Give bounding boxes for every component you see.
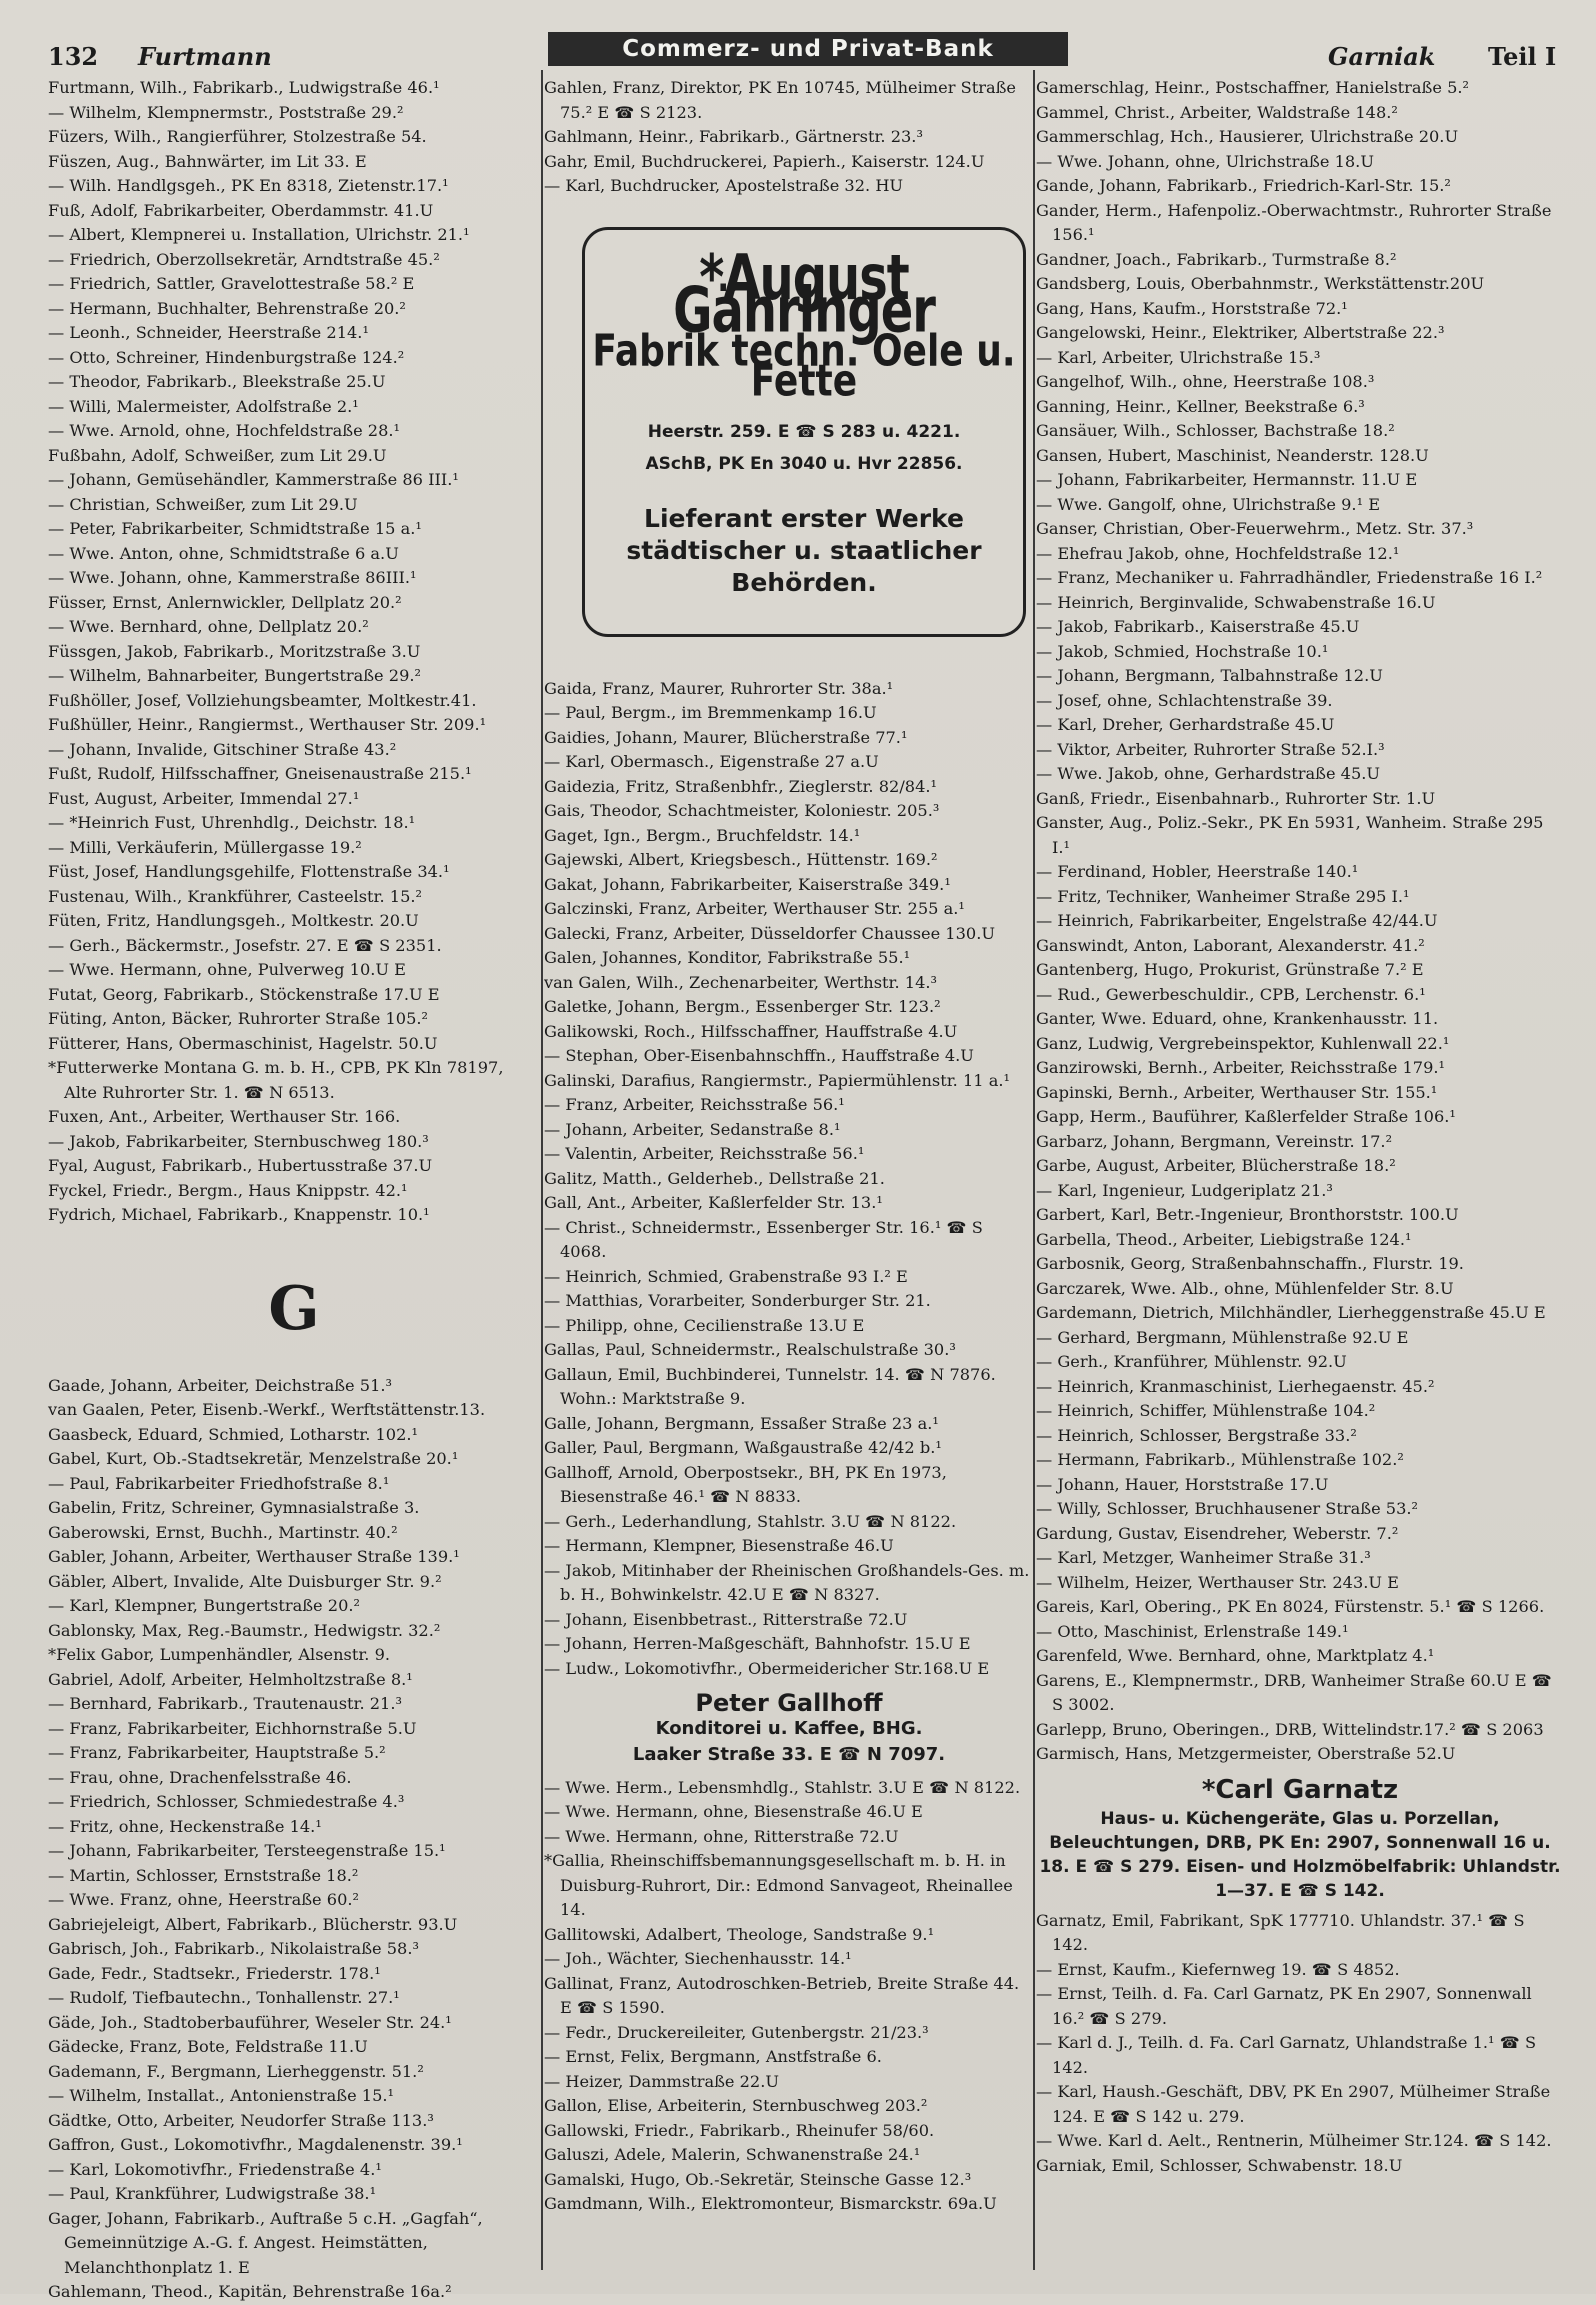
directory-entry: Futat, Georg, Fabrikarb., Stöckenstraße 17.U E <box>48 984 440 1004</box>
directory-entry: Galuszi, Adele, Malerin, Schwanenstraße 24.¹ <box>544 2145 921 2164</box>
directory-entry: — Paul, Bergm., im Bremmenkamp 16.U <box>544 703 877 722</box>
directory-entry: — Willy, Schlosser, Bruchhausener Straße 53.² <box>1036 1499 1419 1518</box>
directory-entry: — Karl, Buchdrucker, Apostelstraße 32. HU <box>544 176 904 195</box>
directory-entry: — Ludw., Lokomotivfhr., Obermeidericher Str.168.U E <box>544 1658 990 1678</box>
directory-entry: — Matthias, Vorarbeiter, Sonderburger Str. 21. <box>544 1291 931 1310</box>
directory-entry: — Valentin, Arbeiter, Reichsstraße 56.¹ <box>544 1144 865 1163</box>
directory-entry: — Frau, ohne, Drachenfelsstraße 46. <box>48 1767 352 1787</box>
directory-entry: Gapinski, Bernh., Arbeiter, Werthauser Str. 155.¹ <box>1036 1082 1438 1102</box>
directory-entry: — Ehefrau Jakob, ohne, Hochfeldstraße 12.¹ <box>1036 543 1400 563</box>
directory-entry: Fyal, August, Fabrikarb., Hubertusstraße 37.U <box>48 1156 433 1175</box>
running-head-right: Garniak <box>1328 42 1436 71</box>
directory-entry: — Johann, Invalide, Gitschiner Straße 43.² <box>48 739 397 759</box>
directory-entry: Fydrich, Michael, Fabrikarb., Knappenstr. 10.¹ <box>48 1205 430 1224</box>
directory-entry: van Galen, Wilh., Zechenarbeiter, Werthstr. 14.³ <box>544 972 938 992</box>
directory-entry: Fütterer, Hans, Obermaschinist, Hagelstr. 50.U <box>48 1033 438 1053</box>
directory-entry: — Ernst, Teilh. d. Fa. Carl Garnatz, PK En 2907, Sonnenwall 16.² ☎ S 279. <box>1036 1984 1532 2028</box>
directory-entry: — Heinrich, Schiffer, Mühlenstraße 104.² <box>1036 1401 1376 1420</box>
directory-entry: — Wwe. Hermann, ohne, Ritterstraße 72.U <box>544 1826 899 1846</box>
directory-entry: — Karl, Klempner, Bungertstraße 20.² <box>48 1596 361 1615</box>
directory-entry: Gaida, Franz, Maurer, Ruhrorter Str. 38a.¹ <box>544 678 894 698</box>
directory-entry: — Wwe. Hermann, ohne, Biesenstraße 46.U E <box>544 1802 923 1821</box>
directory-entry: Fußt, Rudolf, Hilfsschaffner, Gneisenaustraße 215.¹ <box>48 764 472 783</box>
directory-entry: Furtmann, Wilh., Fabrikarb., Ludwigstraße 46.¹ <box>48 78 440 97</box>
ad-line: Laaker Straße 33. E ☎ N 7097. <box>632 1743 946 1765</box>
directory-entry: — Josef, ohne, Schlachtenstraße 39. <box>1036 690 1333 710</box>
page-header <box>48 36 1568 71</box>
directory-entry: — Johann, Gemüsehändler, Kammerstraße 86 III.¹ <box>48 470 459 489</box>
directory-entry: — Otto, Schreiner, Hindenburgstraße 124.² <box>48 347 405 367</box>
directory-entry: — Heinrich, Kranmaschinist, Lierhegaenstr. 45.² <box>1036 1376 1435 1396</box>
directory-entry: Gallitowski, Adalbert, Theologe, Sandstraße 9.¹ <box>544 1924 935 1944</box>
directory-entry: — Christian, Schweißer, zum Lit 29.U <box>48 494 358 514</box>
directory-entry: — Wwe. Hermann, ohne, Pulverweg 10.U E <box>48 960 406 979</box>
directory-entry: Gansäuer, Wilh., Schlosser, Bachstraße 18.² <box>1036 421 1395 440</box>
advertisement-gaehringer <box>582 227 1026 637</box>
directory-entry: — Fritz, ohne, Heckenstraße 14.¹ <box>48 1816 322 1836</box>
directory-entry: Gaade, Johann, Arbeiter, Deichstraße 51.³ <box>48 1375 392 1395</box>
directory-entry: — Karl, Lokomotivfhr., Friedenstraße 4.¹ <box>48 2159 382 2179</box>
directory-entry: Gademann, F., Bergmann, Lierheggenstr. 51.² <box>48 2061 424 2081</box>
ad-line: Haus- u. Küchengeräte, Glas u. Porzellan, Beleuchtungen, DRB, PK En: 2907, Sonnenwall 16 u. 18. E ☎ S 279. Eisen- und Holzmöbelfabrik: Uhlandstr. 1—37. E ☎ S 142. <box>1039 1808 1561 1901</box>
directory-entry: — Gerhard, Bergmann, Mühlenstraße 92.U E <box>1036 1327 1409 1347</box>
directory-entry: Gabler, Johann, Arbeiter, Werthauser Straße 139.¹ <box>48 1547 460 1566</box>
directory-entry: — Karl, Dreher, Gerhardstraße 45.U <box>1036 715 1335 734</box>
directory-entry: — Stephan, Ober-Eisenbahnschffn., Hauffstraße 4.U <box>544 1046 974 1065</box>
directory-entry: Gager, Johann, Fabrikarb., Auftraße 5 c.H. „Gagfah“, Gemeinnützige A.-G. f. Angest. Heimstätten, Melanchthonplatz 1. E <box>48 2208 483 2277</box>
directory-entry: Gapp, Herm., Bauführer, Kaßlerfelder Straße 106.¹ <box>1036 1107 1456 1126</box>
entries-f <box>48 76 540 1228</box>
entries-gai <box>544 677 1034 1682</box>
ad-title: Peter Gallhoff <box>695 1689 883 1717</box>
directory-entry: Gammerschlag, Hch., Hausierer, Ulrichstraße 20.U <box>1036 127 1459 146</box>
directory-entry: — Viktor, Arbeiter, Ruhrorter Straße 52.I.³ <box>1036 739 1385 759</box>
directory-entry: — Johann, Herren-Maßgeschäft, Bahnhofstr. 15.U E <box>544 1634 971 1653</box>
ad-title: *August Gähringer <box>673 241 935 346</box>
directory-entry: Gallaun, Emil, Buchbinderei, Tunnelstr. 14. ☎ N 7876. Wohn.: Marktstraße 9. <box>544 1364 996 1408</box>
ad-line: Konditorei u. Kaffee, BHG. <box>655 1717 923 1739</box>
directory-entry: Garlepp, Bruno, Oberingen., DRB, Wittelindstr.17.² ☎ S 2063 <box>1036 1719 1544 1739</box>
column-divider <box>541 70 543 2270</box>
directory-entry: Galle, Johann, Bergmann, Essaßer Straße 23 a.¹ <box>544 1413 939 1433</box>
directory-entry: — Wilhelm, Klempnermstr., Poststraße 29.² <box>48 102 404 122</box>
directory-entry: Fust, August, Arbeiter, Immendal 27.¹ <box>48 788 360 808</box>
directory-entry: — Theodor, Fabrikarb., Bleekstraße 25.U <box>48 372 386 391</box>
entries-garn <box>1036 1909 1564 2179</box>
directory-entry: Gädtke, Otto, Arbeiter, Neudorfer Straße 113.³ <box>48 2110 434 2130</box>
directory-entry: Gallhoff, Arnold, Oberpostsekr., BH, PK En 1973, Biesenstraße 46.¹ ☎ N 8833. <box>544 1462 947 1506</box>
directory-entry: — Wwe. Bernhard, ohne, Dellplatz 20.² <box>48 617 369 636</box>
directory-entry: Ganning, Heinr., Kellner, Beekstraße 6.³ <box>1036 396 1365 416</box>
directory-entry: Gammel, Christ., Arbeiter, Waldstraße 148.² <box>1036 102 1398 122</box>
directory-entry: *Gallia, Rheinschiffsbemannungsgesellschaft m. b. H. in Duisburg-Ruhrort, Dir.: Edmond Sanvageot, Rheinallee 14. <box>544 1851 1013 1919</box>
directory-entry: — Jakob, Fabrikarbeiter, Sternbuschweg 180.³ <box>48 1131 429 1151</box>
directory-entry: — Albert, Klempnerei u. Installation, Ulrichstr. 21.¹ <box>48 225 470 244</box>
directory-entry: Gais, Theodor, Schachtmeister, Koloniestr. 205.³ <box>544 801 940 820</box>
directory-entry: — Jakob, Mitinhaber der Rheinischen Großhandels-Ges. m. b. H., Bohwinkelstr. 42.U E ☎ N 8327. <box>544 1560 1030 1604</box>
directory-entry: — Karl, Metzger, Wanheimer Straße 31.³ <box>1036 1548 1371 1567</box>
running-head-left: Furtmann <box>138 42 272 71</box>
directory-entry: — Heizer, Dammstraße 22.U <box>544 2071 780 2091</box>
directory-entry: Gamerschlag, Heinr., Postschaffner, Hanielstraße 5.² <box>1036 78 1470 97</box>
directory-entry: Gahlen, Franz, Direktor, PK En 10745, Mülheimer Straße 75.² E ☎ S 2123. <box>544 78 1016 122</box>
directory-entry: Galen, Johannes, Konditor, Fabrikstraße 55.¹ <box>544 948 911 967</box>
directory-entry: Garniak, Emil, Schlosser, Schwabenstr. 18.U <box>1036 2155 1403 2175</box>
directory-entry: — Franz, Fabrikarbeiter, Eichhornstraße 5.U <box>48 1718 417 1738</box>
directory-entry: Garbert, Karl, Betr.-Ingenieur, Bronthorststr. 100.U <box>1036 1205 1459 1224</box>
directory-entry: Gädecke, Franz, Bote, Feldstraße 11.U <box>48 2037 368 2056</box>
directory-entry: Fußhüller, Heinr., Rangiermst., Werthauser Str. 209.¹ <box>48 715 487 734</box>
directory-entry: Ganz, Ludwig, Vergrebeinspektor, Kuhlenwall 22.¹ <box>1036 1033 1450 1053</box>
directory-entry: Füzers, Wilh., Rangierführer, Stolzestraße 54. <box>48 127 427 146</box>
directory-entry: Galinski, Darafius, Rangiermstr., Papiermühlenstr. 11 a.¹ <box>544 1070 1010 1090</box>
directory-entry: Gaget, Ign., Bergm., Bruchfeldstr. 14.¹ <box>544 825 861 845</box>
directory-entry: Garbe, August, Arbeiter, Blücherstraße 18.² <box>1036 1156 1396 1175</box>
ad-subtitle: Fabrik techn. Oele u. Fette <box>592 326 1016 406</box>
ad-address: Heerstr. 259. E ☎ S 283 u. 4221. <box>647 421 961 442</box>
directory-entry: — Wwe. Arnold, ohne, Hochfeldstraße 28.¹ <box>48 421 401 440</box>
directory-entry: — Heinrich, Schlosser, Bergstraße 33.² <box>1036 1425 1357 1445</box>
directory-entry: Galler, Paul, Bergmann, Waßgaustraße 42/42 b.¹ <box>544 1438 942 1457</box>
directory-entry: Ganß, Friedr., Eisenbahnarb., Ruhrorter Str. 1.U <box>1036 788 1436 808</box>
directory-entry: — Wwe. Gangolf, ohne, Ulrichstraße 9.¹ E <box>1036 494 1381 514</box>
directory-entry: Gahlmann, Heinr., Fabrikarb., Gärtnerstr. 23.³ <box>544 127 923 146</box>
directory-entry: Gallon, Elise, Arbeiterin, Sternbuschweg 203.² <box>544 2096 928 2115</box>
directory-entry: Ganzirowski, Bernh., Arbeiter, Reichsstraße 179.¹ <box>1036 1058 1446 1077</box>
directory-entry: — Heinrich, Fabrikarbeiter, Engelstraße 42/44.U <box>1036 911 1438 930</box>
directory-entry: — Friedrich, Schlosser, Schmiedestraße 4.³ <box>48 1792 405 1811</box>
directory-entry: — Willi, Malermeister, Adolfstraße 2.¹ <box>48 396 359 416</box>
directory-entry: — Johann, Hauer, Horststraße 17.U <box>1036 1474 1329 1494</box>
directory-entry: — Wilh. Handlgsgeh., PK En 8318, Zietenstr.17.¹ <box>48 176 449 195</box>
directory-entry: — Leonh., Schneider, Heerstraße 214.¹ <box>48 323 369 342</box>
directory-entry: — Milli, Verkäuferin, Müllergasse 19.² <box>48 837 362 857</box>
directory-entry: Gakat, Johann, Fabrikarbeiter, Kaiserstraße 349.¹ <box>544 874 951 894</box>
directory-entry: Gamdmann, Wilh., Elektromonteur, Bismarckstr. 69a.U <box>544 2194 997 2213</box>
directory-entry: Galczinski, Franz, Arbeiter, Werthauser Str. 255 a.¹ <box>544 899 965 918</box>
directory-entry: *Futterwerke Montana G. m. b. H., CPB, PK Kln 78197, Alte Ruhrorter Str. 1. ☎ N 6513. <box>48 1058 504 1102</box>
directory-entry: Garczarek, Wwe. Alb., ohne, Mühlenfelder Str. 8.U <box>1036 1278 1454 1298</box>
directory-entry: — Wwe. Herm., Lebensmhdlg., Stahlstr. 3.U E ☎ N 8122. <box>544 1777 1021 1797</box>
directory-entry: — Ernst, Felix, Bergmann, Anstfstraße 6. <box>544 2047 882 2066</box>
directory-entry: Gabel, Kurt, Ob.-Stadtsekretär, Menzelstraße 20.¹ <box>48 1449 459 1468</box>
directory-entry: Galikowski, Roch., Hilfsschaffner, Hauffstraße 4.U <box>544 1021 958 1041</box>
directory-entry: — Ferdinand, Hobler, Heerstraße 140.¹ <box>1036 862 1359 881</box>
directory-entry: — Franz, Mechaniker u. Fahrradhändler, Friedenstraße 16 I.² <box>1036 568 1543 587</box>
section-letter: G <box>268 1273 320 1344</box>
directory-entry: — Wwe. Jakob, ohne, Gerhardstraße 45.U <box>1036 764 1381 783</box>
directory-entry: Galetke, Johann, Bergm., Essenberger Str. 123.² <box>544 997 941 1016</box>
part-label: Teil I <box>1488 42 1557 71</box>
directory-entry: — Gerh., Kranführer, Mühlenstr. 92.U <box>1036 1352 1347 1371</box>
directory-entry: — Ernst, Kaufm., Kiefernweg 19. ☎ S 4852. <box>1036 1959 1400 1979</box>
directory-entry: Gardemann, Dietrich, Milchhändler, Lierheggenstraße 45.U E <box>1036 1303 1546 1322</box>
entries-gam <box>1036 76 1564 1767</box>
directory-entry: — Bernhard, Fabrikarb., Trautenaustr. 21.³ <box>48 1694 402 1713</box>
directory-entry: — Heinrich, Berginvalide, Schwabenstraße 16.U <box>1036 592 1436 612</box>
directory-entry: Fuxen, Ant., Arbeiter, Werthauser Str. 166. <box>48 1107 401 1126</box>
directory-entry: Galitz, Matth., Gelderheb., Dellstraße 21. <box>544 1168 885 1188</box>
column-1 <box>48 76 540 2301</box>
directory-entry: Füssgen, Jakob, Fabrikarb., Moritzstraße 3.U <box>48 641 421 661</box>
directory-entry: Gaffron, Gust., Lokomotivfhr., Magdalenenstr. 39.¹ <box>48 2135 463 2154</box>
directory-entry: Garbella, Theod., Arbeiter, Liebigstraße 124.¹ <box>1036 1229 1412 1249</box>
directory-entry: Gabelin, Fritz, Schreiner, Gymnasialstraße 3. <box>48 1498 420 1517</box>
directory-entry: Gäde, Joh., Stadtoberbauführer, Weseler Str. 24.¹ <box>48 2012 452 2032</box>
directory-entry: Fußbahn, Adolf, Schweißer, zum Lit 29.U <box>48 445 387 465</box>
directory-entry: — Johann, Eisenbbetrast., Ritterstraße 72.U <box>544 1609 908 1629</box>
directory-entry: — Friedrich, Sattler, Gravelottestraße 58.² E <box>48 274 415 293</box>
directory-entry: Gallas, Paul, Schneidermstr., Realschulstraße 30.³ <box>544 1340 956 1359</box>
directory-entry: — Hermann, Klempner, Biesenstraße 46.U <box>544 1536 894 1555</box>
directory-entry: — Wwe. Anton, ohne, Schmidtstraße 6 a.U <box>48 543 399 563</box>
directory-entry: — Wwe. Karl d. Aelt., Rentnerin, Mülheimer Str.124. ☎ S 142. <box>1036 2131 1552 2150</box>
directory-entry: Gang, Hans, Kaufm., Horststraße 72.¹ <box>1036 298 1348 318</box>
directory-entry: Gangelowski, Heinr., Elektriker, Albertstraße 22.³ <box>1036 323 1445 342</box>
directory-entry: Gander, Herm., Hafenpoliz.-Oberwachtmstr., Ruhrorter Straße 156.¹ <box>1036 200 1552 244</box>
directory-entry: Gaasbeck, Eduard, Schmied, Lotharstr. 102.¹ <box>48 1424 419 1444</box>
directory-entry: Garbarz, Johann, Bergmann, Vereinstr. 17.² <box>1036 1131 1393 1151</box>
directory-entry: — Hermann, Fabrikarb., Mühlenstraße 102.² <box>1036 1450 1404 1469</box>
directory-entry: — Jakob, Fabrikarb., Kaiserstraße 45.U <box>1036 617 1360 636</box>
directory-entry: — Paul, Fabrikarbeiter Friedhofstraße 8.¹ <box>48 1473 390 1493</box>
directory-entry: — Christ., Schneidermstr., Essenberger Str. 16.¹ ☎ S 4068. <box>544 1217 983 1261</box>
directory-entry: — Karl, Haush.-Geschäft, DBV, PK En 2907, Mülheimer Straße 124. E ☎ S 142 u. 279. <box>1036 2082 1551 2126</box>
directory-entry: Füszen, Aug., Bahnwärter, im Lit 33. E <box>48 151 367 171</box>
directory-entry: — Martin, Schlosser, Ernststraße 18.² <box>48 1865 359 1885</box>
entries-gall <box>544 1776 1034 2217</box>
directory-entry: Gaberowski, Ernst, Buchh., Martinstr. 40.² <box>48 1522 398 1542</box>
directory-entry: — *Heinrich Fust, Uhrenhdlg., Deichstr. 18.¹ <box>48 813 416 832</box>
page-number: 132 <box>48 42 99 71</box>
directory-entry: — Fedr., Druckereileiter, Gutenbergstr. 21/23.³ <box>544 2022 929 2042</box>
directory-entry: — Karl, Obermasch., Eigenstraße 27 a.U <box>544 752 879 771</box>
directory-entry: Gabrisch, Joh., Fabrikarb., Nikolaistraße 58.³ <box>48 1939 419 1958</box>
directory-entry: — Wilhelm, Bahnarbeiter, Bungertstraße 29.² <box>48 666 422 685</box>
directory-entry: Gareis, Karl, Obering., PK En 8024, Fürstenstr. 5.¹ ☎ S 1266. <box>1036 1597 1545 1616</box>
directory-entry: — Gerh., Lederhandlung, Stahlstr. 3.U ☎ N 8122. <box>544 1511 957 1531</box>
directory-entry: Ganster, Aug., Poliz.-Sekr., PK En 5931, Wanheim. Straße 295 I.¹ <box>1036 813 1544 857</box>
directory-entry: Gajewski, Albert, Kriegsbesch., Hüttenstr. 169.² <box>544 850 938 869</box>
directory-entry: — Johann, Arbeiter, Sedanstraße 8.¹ <box>544 1119 841 1139</box>
directory-entry: — Wwe. Johann, ohne, Kammerstraße 86III.¹ <box>48 568 417 587</box>
directory-entry: Gabriel, Adolf, Arbeiter, Helmholtzstraße 8.¹ <box>48 1669 413 1689</box>
directory-entry: Galecki, Franz, Arbeiter, Düsseldorfer Chaussee 130.U <box>544 923 995 943</box>
directory-entry: — Rudolf, Tiefbautechn., Tonhallenstr. 27.¹ <box>48 1988 400 2007</box>
directory-entry: Gahr, Emil, Buchdruckerei, Papierh., Kaiserstr. 124.U <box>544 151 985 171</box>
directory-entry: Gade, Fedr., Stadtsekr., Friederstr. 178.¹ <box>48 1963 381 1983</box>
directory-entry: Garbosnik, Georg, Straßenbahnschaffn., Flurstr. 19. <box>1036 1254 1464 1273</box>
directory-entry: Gall, Ant., Arbeiter, Kaßlerfelder Str. 13.¹ <box>544 1193 883 1212</box>
directory-entry: Füten, Fritz, Handlungsgeh., Moltkestr. 20.U <box>48 911 419 930</box>
entries-gah <box>544 76 1034 199</box>
directory-entry: — Hermann, Buchhalter, Behrenstraße 20.² <box>48 298 406 318</box>
directory-entry: Gablonsky, Max, Reg.-Baumstr., Hedwigstr. 32.² <box>48 1620 441 1640</box>
directory-entry: — Franz, Fabrikarbeiter, Hauptstraße 5.² <box>48 1743 386 1762</box>
directory-entry: — Otto, Maschinist, Erlenstraße 149.¹ <box>1036 1621 1349 1641</box>
column-2 <box>544 76 1034 2276</box>
directory-entry: Fuß, Adolf, Fabrikarbeiter, Oberdammstr. 41.U <box>48 200 434 220</box>
directory-entry: Garenfeld, Wwe. Bernhard, ohne, Marktplatz 4.¹ <box>1036 1646 1435 1665</box>
directory-entry: Gantenberg, Hugo, Prokurist, Grünstraße 7.² E <box>1036 960 1424 979</box>
directory-entry: Gansen, Hubert, Maschinist, Neanderstr. 128.U <box>1036 445 1429 465</box>
directory-entry: — Joh., Wächter, Siechenhausstr. 14.¹ <box>544 1949 852 1968</box>
directory-entry: Gardung, Gustav, Eisendreher, Weberstr. 7.² <box>1036 1523 1399 1543</box>
entries-g <box>48 1374 540 2305</box>
directory-entry: Gallowski, Friedr., Fabrikarb., Rheinufer 58/60. <box>544 2120 935 2140</box>
directory-entry: Gaidezia, Fritz, Straßenbhfr., Zieglerstr. 82/84.¹ <box>544 776 938 796</box>
directory-entry: — Karl d. J., Teilh. d. Fa. Carl Garnatz, Uhlandstraße 1.¹ ☎ S 142. <box>1036 2033 1537 2077</box>
directory-entry: — Wilhelm, Heizer, Werthauser Str. 243.U E <box>1036 1572 1399 1592</box>
directory-entry: — Philipp, ohne, Cecilienstraße 13.U E <box>544 1315 865 1335</box>
directory-entry: — Franz, Arbeiter, Reichsstraße 56.¹ <box>544 1095 845 1114</box>
directory-entry: Gahlemann, Theod., Kapitän, Behrenstraße 16a.² <box>48 2282 452 2301</box>
directory-entry: *Felix Gabor, Lumpenhändler, Alsenstr. 9. <box>48 1645 391 1664</box>
directory-entry: Garmisch, Hans, Metzgermeister, Oberstraße 52.U <box>1036 1744 1456 1763</box>
directory-entry: — Fritz, Techniker, Wanheimer Straße 295 I.¹ <box>1036 886 1410 906</box>
directory-entry: Gäbler, Albert, Invalide, Alte Duisburger Str. 9.² <box>48 1571 442 1591</box>
ad-slogan: Lieferant erster Werke städtischer u. staatlicher Behörden. <box>626 503 982 597</box>
directory-entry: — Paul, Krankführer, Ludwigstraße 38.¹ <box>48 2184 377 2203</box>
directory-entry: — Heinrich, Schmied, Grabenstraße 93 I.² E <box>544 1266 908 1286</box>
directory-entry: van Gaalen, Peter, Eisenb.-Werkf., Werftstättenstr.13. <box>48 1400 486 1419</box>
directory-entry: — Gerh., Bäckermstr., Josefstr. 27. E ☎ S 2351. <box>48 935 442 955</box>
directory-entry: Gande, Johann, Fabrikarb., Friedrich-Karl-Str. 15.² <box>1036 176 1451 195</box>
directory-entry: Ganter, Wwe. Eduard, ohne, Krankenhausstr. 11. <box>1036 1009 1439 1028</box>
advertisement-gallhoff <box>544 1691 1034 1768</box>
directory-entry: Gandner, Joach., Fabrikarb., Turmstraße 8.² <box>1036 249 1397 269</box>
directory-entry: — Friedrich, Oberzollsekretär, Arndtstraße 45.² <box>48 249 440 269</box>
directory-entry: Ganser, Christian, Ober-Feuerwehrm., Metz. Str. 37.³ <box>1036 519 1474 538</box>
column-3 <box>1036 76 1564 2276</box>
directory-entry: — Wilhelm, Installat., Antonienstraße 15.¹ <box>48 2086 395 2105</box>
directory-entry: Gallinat, Franz, Autodroschken-Betrieb, Breite Straße 44. E ☎ S 1590. <box>544 1973 1020 2017</box>
directory-entry: — Jakob, Schmied, Hochstraße 10.¹ <box>1036 641 1329 661</box>
directory-entry: Gangelhof, Wilh., ohne, Heerstraße 108.³ <box>1036 372 1375 391</box>
directory-entry: Gamalski, Hugo, Ob.-Sekretär, Steinsche Gasse 12.³ <box>544 2169 972 2189</box>
directory-entry: Garens, E., Klempnermstr., DRB, Wanheimer Straße 60.U E ☎ S 3002. <box>1036 1670 1552 1714</box>
advertisement-garnatz <box>1036 1773 1564 1903</box>
directory-entry: — Wwe. Johann, ohne, Ulrichstraße 18.U <box>1036 151 1374 171</box>
directory-entry: — Wwe. Franz, ohne, Heerstraße 60.² <box>48 1890 360 1909</box>
directory-entry: — Johann, Fabrikarbeiter, Tersteegenstraße 15.¹ <box>48 1841 446 1860</box>
directory-entry: — Karl, Ingenieur, Ludgeriplatz 21.³ <box>1036 1180 1333 1200</box>
directory-entry: Fustenau, Wilh., Krankführer, Casteelstr. 15.² <box>48 886 423 906</box>
directory-entry: Gabriejeleigt, Albert, Fabrikarb., Blücherstr. 93.U <box>48 1914 458 1934</box>
directory-entry: Füting, Anton, Bäcker, Ruhrorter Straße 105.² <box>48 1009 429 1028</box>
directory-entry: — Johann, Fabrikarbeiter, Hermannstr. 11.U E <box>1036 470 1418 489</box>
directory-entry: Gaidies, Johann, Maurer, Blücherstraße 77.¹ <box>544 727 908 747</box>
directory-entry: Füst, Josef, Handlungsgehilfe, Flottenstraße 34.¹ <box>48 862 450 881</box>
directory-entry: Fyckel, Friedr., Bergm., Haus Knippstr. 42.¹ <box>48 1180 408 1200</box>
ad-bank: ASchB, PK En 3040 u. Hvr 22856. <box>645 454 963 474</box>
directory-entry: — Karl, Arbeiter, Ulrichstraße 15.³ <box>1036 347 1321 367</box>
directory-entry: — Johann, Bergmann, Talbahnstraße 12.U <box>1036 666 1383 685</box>
directory-entry: Füsser, Ernst, Anlernwickler, Dellplatz 20.² <box>48 592 402 612</box>
directory-entry: Ganswindt, Anton, Laborant, Alexanderstr. 41.² <box>1036 935 1425 955</box>
bank-banner: Commerz- und Privat-Bank <box>548 32 1068 66</box>
directory-entry: — Rud., Gewerbeschuldir., CPB, Lerchenstr. 6.¹ <box>1036 984 1426 1004</box>
ad-title: *Carl Garnatz <box>1201 1774 1399 1805</box>
directory-entry: — Peter, Fabrikarbeiter, Schmidtstraße 15 a.¹ <box>48 519 422 538</box>
directory-entry: Gandsberg, Louis, Oberbahnmstr., Werkstättenstr.20U <box>1036 274 1485 293</box>
directory-entry: Fußhöller, Josef, Vollziehungsbeamter, Moltkestr.41. <box>48 690 477 710</box>
directory-entry: Garnatz, Emil, Fabrikant, SpK 177710. Uhlandstr. 37.¹ ☎ S 142. <box>1036 1910 1525 1954</box>
